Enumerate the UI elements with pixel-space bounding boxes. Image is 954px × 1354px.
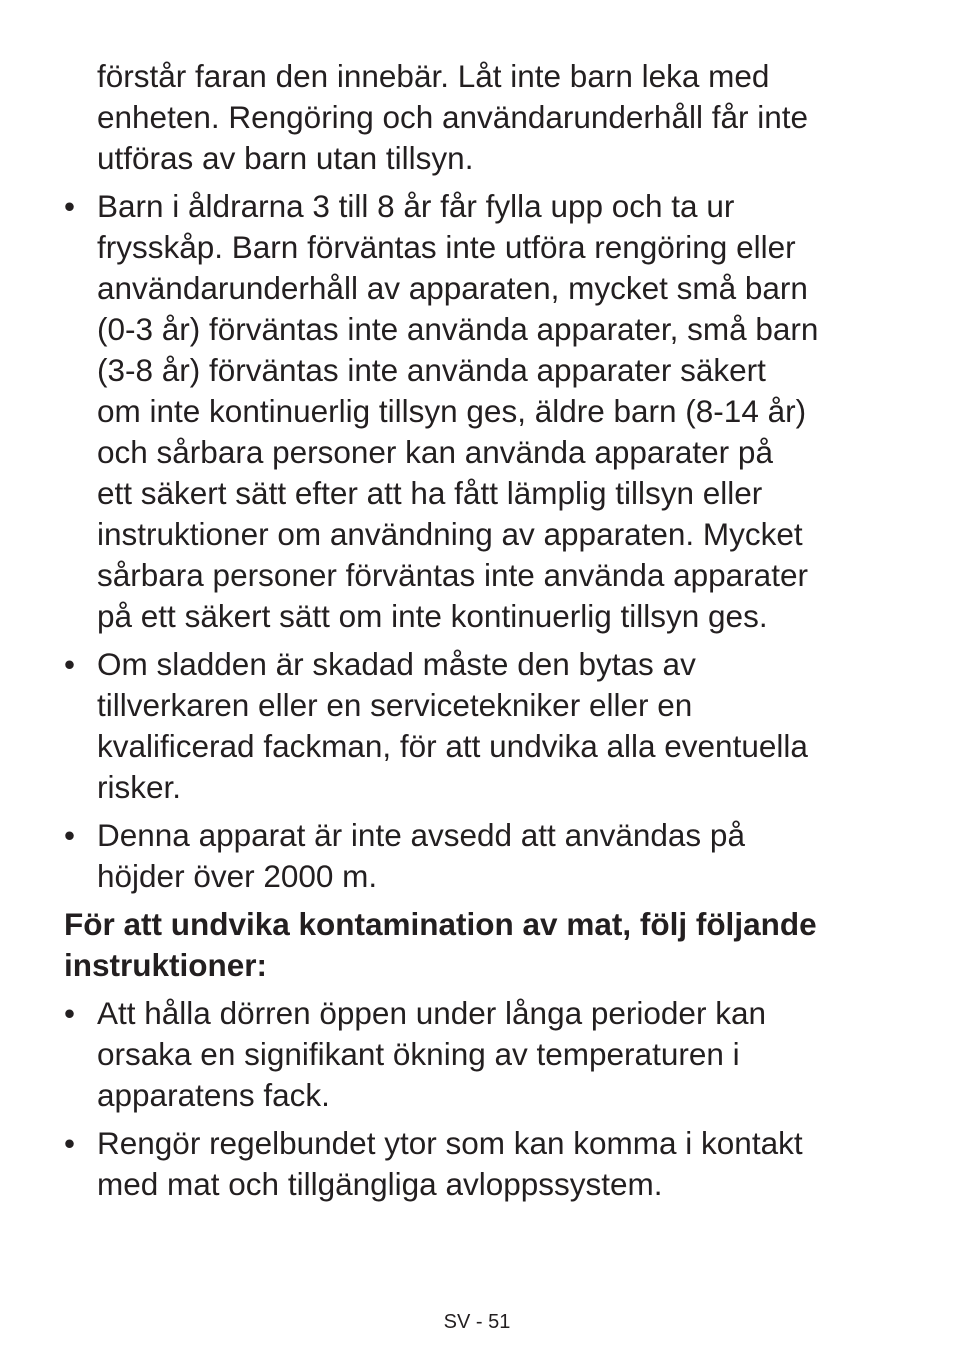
text-line: ett säkert sätt efter att ha fått lämplig tillsyn eller [97, 475, 763, 511]
page-number: SV - 51 [443, 1311, 511, 1333]
text-line: med mat och tillgängliga avloppssystem. [97, 1166, 663, 1202]
bullet-icon: • [64, 995, 76, 1031]
list-item [64, 644, 894, 808]
heading-line: För att undvika kontamination av mat, följ följande [64, 906, 817, 942]
text-line: orsaka en signifikant ökning av temperaturen i [97, 1036, 740, 1072]
bullet-icon: • [64, 817, 76, 853]
text-line: tillverkaren eller en servicetekniker eller en [97, 687, 693, 723]
bullet-icon: • [64, 188, 76, 224]
text-line: höjder över 2000 m. [97, 858, 378, 894]
bullet-icon: • [64, 1125, 76, 1161]
text-line: Denna apparat är inte avsedd att användas på [97, 817, 745, 853]
bullet-icon: • [64, 646, 76, 682]
heading-line: instruktioner: [64, 947, 268, 983]
document-page [64, 56, 894, 1212]
list-item [64, 1123, 894, 1205]
list-item [64, 815, 894, 897]
text-line: utföras av barn utan tillsyn. [97, 140, 474, 176]
text-line: (0-3 år) förväntas inte använda apparater, små barn [97, 311, 819, 347]
text-line: Att hålla dörren öppen under långa perioder kan [97, 995, 766, 1031]
text-line: om inte kontinuerlig tillsyn ges, äldre barn (8-14 år) [97, 393, 807, 429]
text-line: (3-8 år) förväntas inte använda apparater säkert [97, 352, 766, 388]
text-line: apparatens fack. [97, 1077, 330, 1113]
text-line: Om sladden är skadad måste den bytas av [97, 646, 696, 682]
text-line: förstår faran den innebär. Låt inte barn leka med [97, 58, 770, 94]
text-line: risker. [97, 769, 182, 805]
safety-list [64, 186, 894, 897]
text-line: och sårbara personer kan använda apparater på [97, 434, 773, 470]
section-heading [64, 904, 894, 986]
text-line: instruktioner om användning av apparaten. Mycket [97, 516, 803, 552]
continuation-paragraph [64, 56, 894, 179]
list-item [64, 186, 894, 637]
text-line: Rengör regelbundet ytor som kan komma i kontakt [97, 1125, 803, 1161]
text-line: kvalificerad fackman, för att undvika alla eventuella [97, 728, 808, 764]
text-line: frysskåp. Barn förväntas inte utföra rengöring eller [97, 229, 796, 265]
text-line: användarunderhåll av apparaten, mycket små barn [97, 270, 808, 306]
text-line: Barn i åldrarna 3 till 8 år får fylla upp och ta ur [97, 188, 735, 224]
list-item [64, 993, 894, 1116]
text-line: på ett säkert sätt om inte kontinuerlig tillsyn ges. [97, 598, 768, 634]
text-line: sårbara personer förväntas inte använda apparater [97, 557, 808, 593]
text-line: enheten. Rengöring och användarunderhåll får inte [97, 99, 809, 135]
contamination-list [64, 993, 894, 1205]
